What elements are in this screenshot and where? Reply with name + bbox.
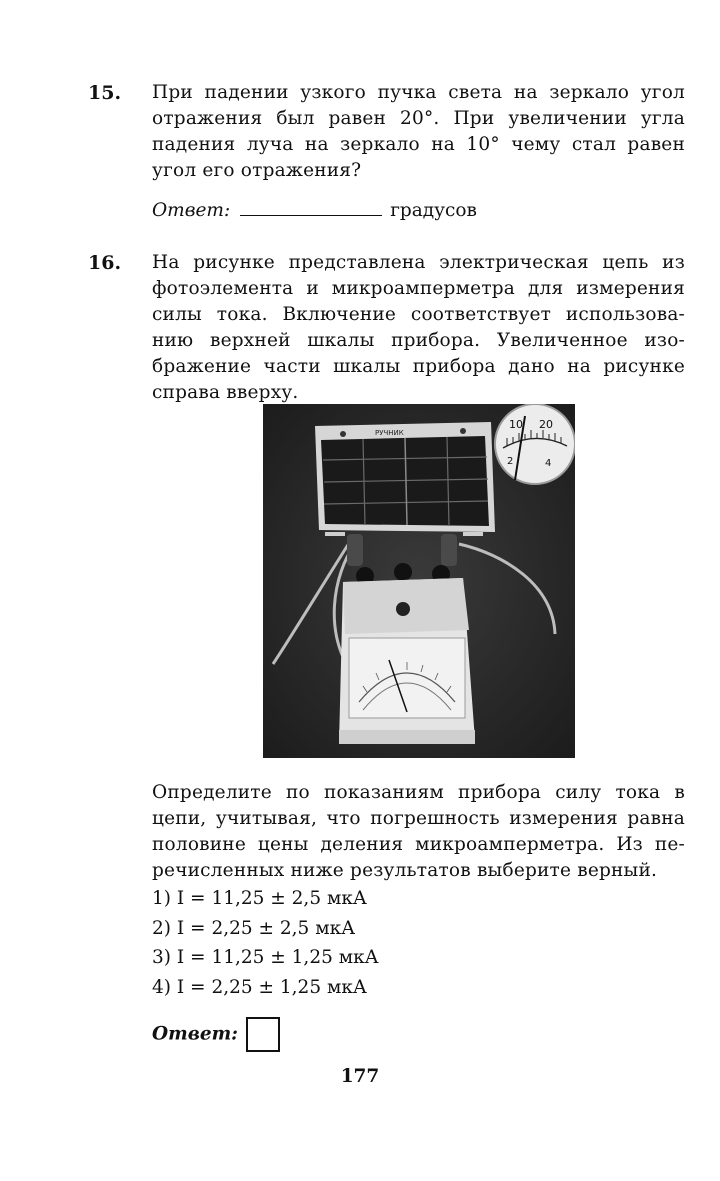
text-line: падения луча на зеркало на 10° чему стал равен [152,134,685,155]
answer-label: Ответ: [152,1023,239,1045]
microammeter [339,578,475,744]
page-number: 177 [340,1066,380,1087]
circuit-illustration [263,404,575,758]
photo-element-panel [315,422,495,536]
answer-row [152,198,477,224]
text-line: отражения был равен 20°. При увеличении угла [152,108,685,129]
text-line: нию верхней шкалы прибора. Увеличенное изо- [152,330,685,351]
answer-box[interactable] [246,1017,280,1052]
text-line: половине цены деления микроамперметра. Из пе- [152,834,685,855]
panel-label: РУЧНИК [375,429,404,437]
option-3[interactable]: 3) I = 11,25 ± 1,25 мкА [152,947,379,968]
problem-intro [152,250,685,406]
scale-label-2: 2 [507,456,514,467]
answer-blank-field[interactable] [240,201,382,216]
answer-unit: градусов [390,200,477,221]
text-line: угол его отражения? [152,160,362,181]
text-line: бражение части шкалы прибора дано на рисунке [152,356,685,377]
problem-number: 16. [88,252,122,274]
question-text [152,780,685,884]
problem-number: 15. [88,82,122,104]
option-2[interactable]: 2) I = 2,25 ± 2,5 мкА [152,917,356,939]
answer-options [152,884,379,1002]
answer-label: Ответ: [152,200,231,221]
scale-label-4: 4 [545,458,552,469]
scale-label-20: 20 [539,418,553,431]
scale-label-10: 10 [509,418,523,431]
option-1[interactable]: 1) I = 11,25 ± 2,5 мкА [152,888,367,909]
text-line: силы тока. Включение соответствует использова- [152,304,685,325]
text-line: фотоэлемента и микроамперметра для измерения [152,278,685,299]
text-line: На рисунке представлена электрическая цепь из [152,252,685,273]
problem-text [152,80,685,184]
magnified-scale-inset [495,404,575,484]
text-line: Определите по показаниям прибора силу тока в [152,782,685,803]
circuit-photo [263,404,575,758]
answer-row-16 [152,1017,280,1052]
text-line: При падении узкого пучка света на зеркало угол [152,82,685,103]
text-line: справа вверху. [152,382,299,403]
text-line: цепи, учитывая, что погрешность измерения равна [152,808,685,829]
text-line: речисленных ниже результатов выберите верный. [152,860,658,881]
option-4[interactable]: 4) I = 2,25 ± 1,25 мкА [152,976,367,998]
